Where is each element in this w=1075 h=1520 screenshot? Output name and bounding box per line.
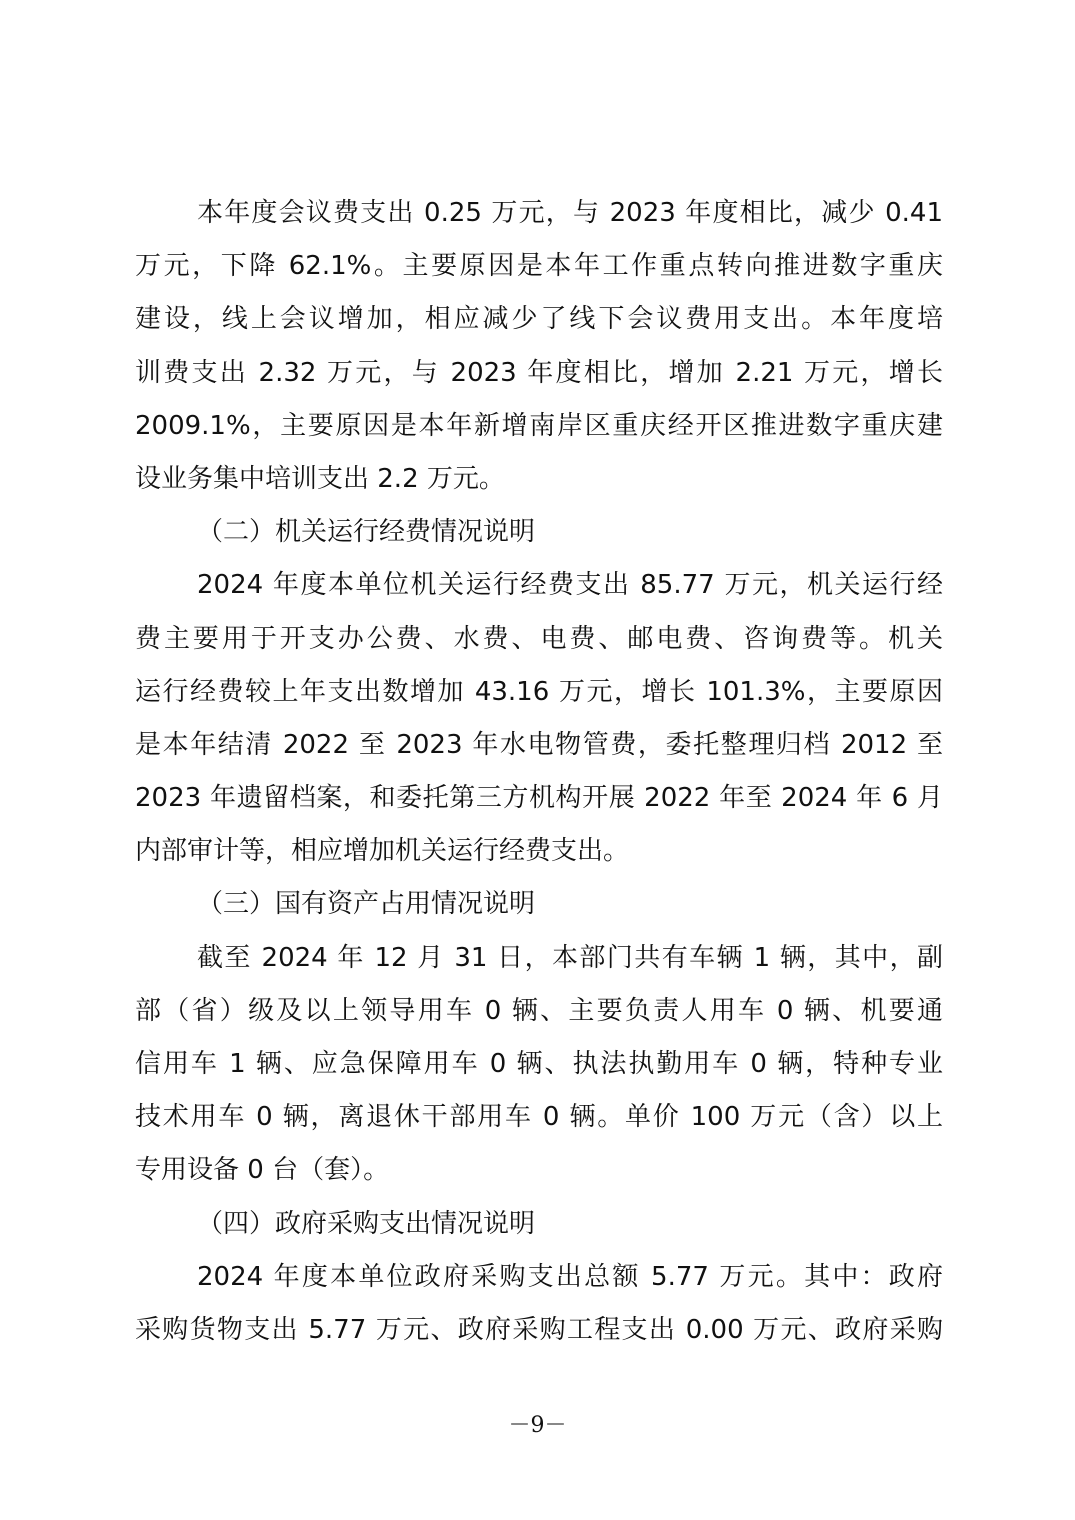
text-line: 部（省）级及以上领导用车 0 辆、主要负责人用车 0 辆、机要通 — [135, 995, 943, 1026]
text-line: （四）政府采购支出情况说明 — [197, 1208, 536, 1239]
section-heading — [135, 878, 943, 931]
text-line: 专用设备 0 台（套）。 — [135, 1155, 390, 1186]
text-line: 训费支出 2.32 万元，与 2023 年度相比，增加 2.21 万元，增长 — [135, 357, 943, 388]
text-line: 2024 年度本单位机关运行经费支出 85.77 万元，机关运行经 — [197, 570, 943, 601]
text-line: 费主要用于开支办公费、水费、电费、邮电费、咨询费等。机关 — [135, 623, 943, 654]
text-line: （二）机关运行经费情况说明 — [197, 517, 536, 548]
text-line: 设业务集中培训支出 2.2 万元。 — [135, 463, 505, 494]
text-line: 建设，线上会议增加，相应减少了线下会议费用支出。本年度培 — [135, 304, 943, 335]
paragraph — [135, 559, 943, 878]
text-line: 采购货物支出 5.77 万元、政府采购工程支出 0.00 万元、政府采购 — [135, 1314, 943, 1345]
text-line: 内部审计等，相应增加机关运行经费支出。 — [135, 836, 630, 867]
text-line: （三）国有资产占用情况说明 — [197, 889, 536, 920]
text-line: 万元，下降 62.1%。主要原因是本年工作重点转向推进数字重庆 — [135, 251, 943, 282]
text-line: 技术用车 0 辆，离退休干部用车 0 辆。单价 100 万元（含）以上 — [135, 1102, 943, 1133]
text-line: 本年度会议费支出 0.25 万元，与 2023 年度相比，减少 0.41 — [197, 198, 943, 228]
paragraph — [135, 932, 943, 1198]
section-heading — [135, 1198, 943, 1251]
page-number: －9－ — [508, 1413, 567, 1438]
text-line: 是本年结清 2022 至 2023 年水电物管费，委托整理归档 2012 至 — [135, 729, 943, 760]
document-body — [135, 187, 943, 1357]
section-heading — [135, 506, 943, 559]
text-line: 2023 年遗留档案，和委托第三方机构开展 2022 年至 2024 年 6 月 — [135, 783, 943, 814]
text-line: 信用车 1 辆、应急保障用车 0 辆、执法执勤用车 0 辆，特种专业 — [135, 1049, 943, 1079]
text-line: 2024 年度本单位政府采购支出总额 5.77 万元。其中：政府 — [197, 1261, 943, 1292]
text-line: 截至 2024 年 12 月 31 日，本部门共有车辆 1 辆，其中，副 — [197, 942, 943, 973]
text-line: 运行经费较上年支出数增加 43.16 万元，增长 101.3%，主要原因 — [135, 676, 943, 707]
paragraph — [135, 187, 943, 506]
paragraph — [135, 1251, 943, 1357]
text-line: 2009.1%，主要原因是本年新增南岸区重庆经开区推进数字重庆建 — [135, 410, 943, 441]
